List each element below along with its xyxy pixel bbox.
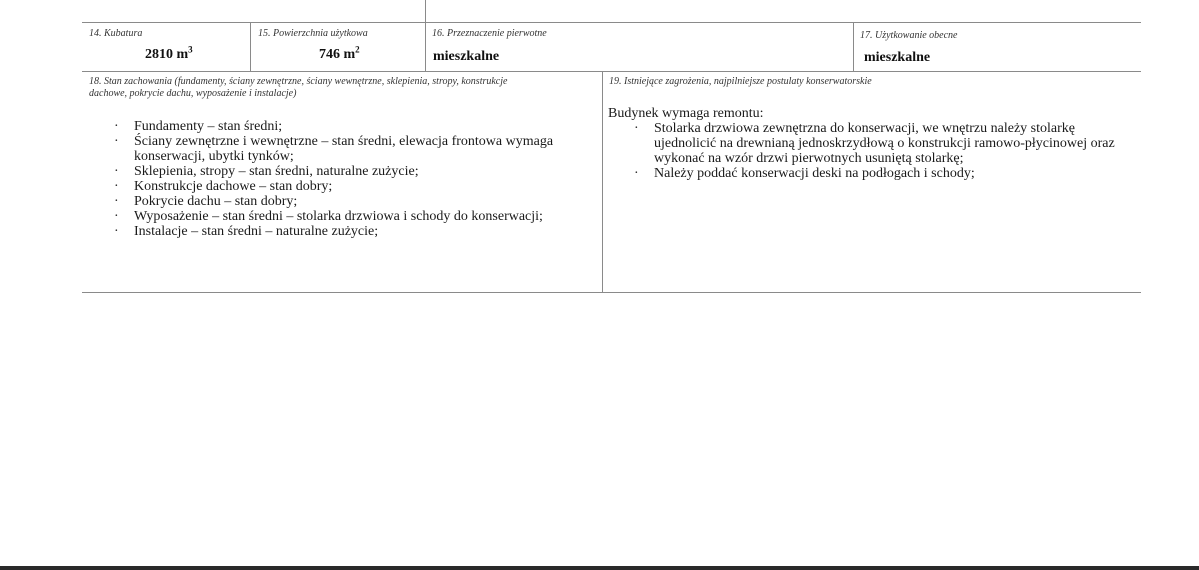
przeznaczenie-label: 16. Przeznaczenie pierwotne: [432, 28, 547, 39]
col-divider-2: [425, 22, 426, 71]
stan-list: [112, 119, 592, 239]
uzytkowanie-value: mieszkalne: [864, 50, 931, 65]
kubatura-unit-sup: 3: [188, 44, 193, 55]
zagrozenia-item: · Należy poddać konserwacji deski na podłogach i schody;: [634, 166, 975, 181]
zagrozenia-label: 19. Istniejące zagrożenia, najpilniejsze postulaty konserwatorskie: [609, 76, 872, 87]
kubatura-value: 2810 $m^3$: [145, 44, 193, 62]
stan-item: · Konstrukcje dachowe – stan dobry;: [114, 179, 333, 194]
stan-item: · Ściany zewnętrzne i wewnętrzne – stan średni, elewacja frontowa wymaga: [114, 134, 554, 149]
zagrozenia-item-continuation: ujednolicić na drewnianą jednoskrzydłową o konstrukcji ramowo-płycinowej oraz: [654, 136, 1115, 151]
stan-item: · Wyposażenie – stan średni – stolarka drzwiowa i schody do konserwacji;: [114, 209, 543, 224]
stan-item: · Fundamenty – stan średni;: [114, 119, 283, 134]
stan-item: · Sklepienia, stropy – stan średni, naturalne zużycie;: [114, 164, 419, 179]
przeznaczenie-value: mieszkalne: [433, 49, 500, 64]
top-divider: [425, 0, 426, 22]
row-mid-border: [82, 71, 1141, 72]
stan-label-line2: dachowe, pokrycie dachu, wyposażenie i instalacje): [89, 88, 297, 99]
powierzchnia-label: 15. Powierzchnia użytkowa: [258, 28, 368, 39]
col-divider-1: [250, 22, 251, 71]
table-bottom-border: [82, 292, 1141, 293]
zagrozenia-intro: Budynek wymaga remontu:: [608, 106, 764, 121]
col-divider-3: [853, 22, 854, 71]
powierzchnia-value: 746 $m^2$: [319, 44, 360, 62]
section-divider: [602, 71, 603, 292]
scan-bottom-edge: [0, 566, 1199, 570]
stan-item-continuation: konserwacji, ubytki tynków;: [134, 149, 294, 164]
row-top-border: [82, 22, 1141, 23]
zagrozenia-list: [632, 121, 1137, 181]
uzytkowanie-label: 17. Użytkowanie obecne: [860, 30, 958, 41]
stan-item: · Pokrycie dachu – stan dobry;: [114, 194, 298, 209]
kubatura-label: 14. Kubatura: [89, 28, 143, 39]
zagrozenia-item-continuation: wykonać na wzór drzwi pierwotnych usuniętą stolarkę;: [654, 151, 964, 166]
stan-item: · Instalacje – stan średni – naturalne zużycie;: [114, 224, 379, 239]
zagrozenia-item: · Stolarka drzwiowa zewnętrzna do konserwacji, we wnętrzu należy stolarkę: [634, 121, 1075, 136]
stan-label-line1: 18. Stan zachowania (fundamenty, ściany zewnętrzne, ściany wewnętrzne, sklepienia, stropy, konstrukcje: [89, 76, 508, 87]
powierzchnia-unit-sup: 2: [355, 44, 360, 55]
